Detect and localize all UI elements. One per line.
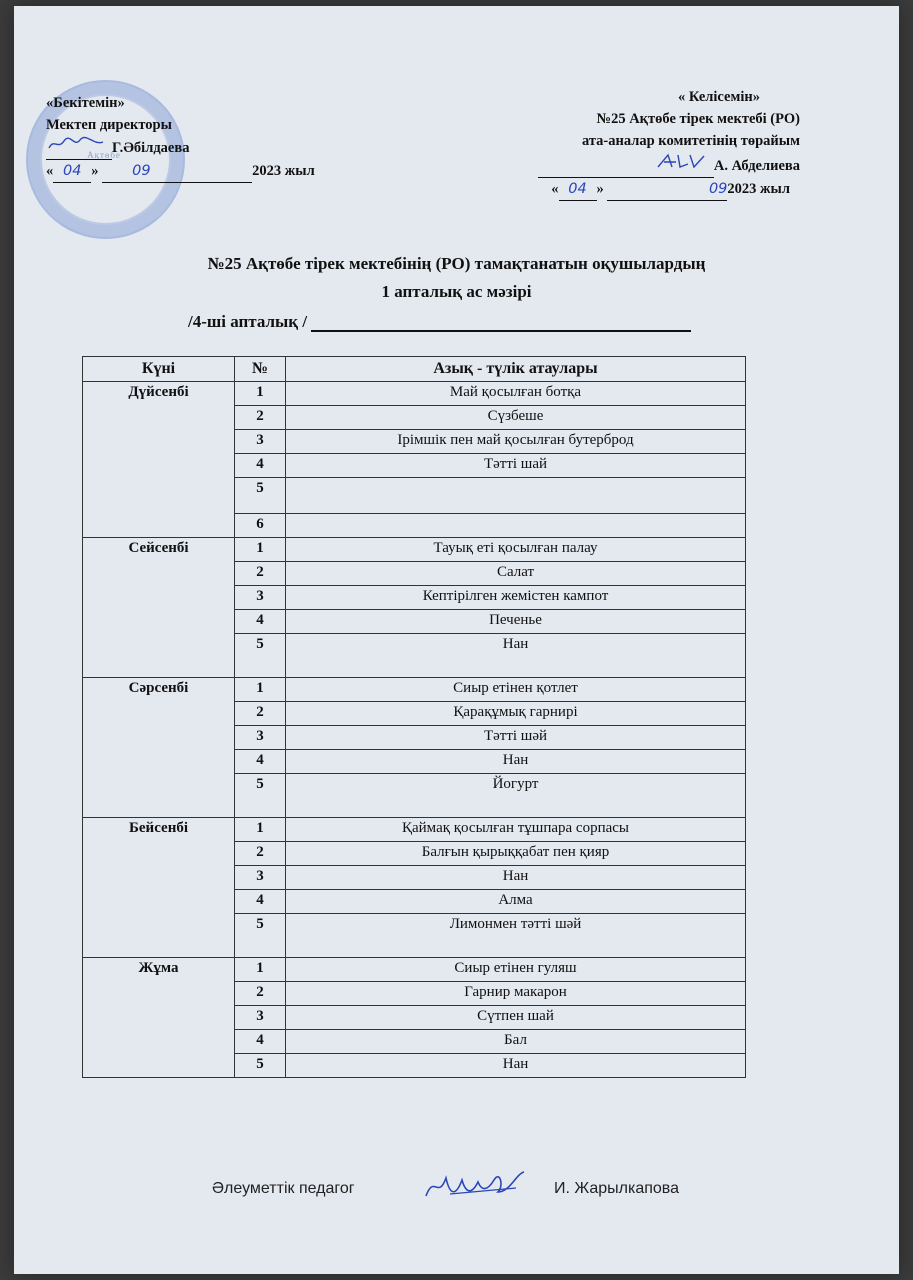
item-number-cell: 5 — [235, 634, 286, 678]
agreement-line2: ата-аналар комитетінің төрайым — [582, 133, 800, 149]
table-row — [83, 818, 746, 842]
document-title: №25 Ақтөбе тірек мектебінің (РО) тамақтанатын оқушылардың — [207, 254, 706, 273]
food-name-cell: Печенье — [286, 610, 746, 634]
food-name-cell: Қаймақ қосылған тұшпара сорпасы — [286, 818, 746, 842]
item-number-cell: 3 — [235, 866, 286, 890]
signature-blank — [538, 152, 714, 178]
food-name-cell: Нан — [286, 634, 746, 678]
item-number-cell: 2 — [235, 982, 286, 1006]
signature-icon — [654, 152, 714, 170]
item-number-cell: 1 — [235, 818, 286, 842]
approval-label: «Бекітемін» — [46, 95, 125, 111]
header-day: Күні — [83, 357, 235, 382]
food-name-cell: Тауық еті қосылған палау — [286, 538, 746, 562]
food-name-cell: Тәтті шәй — [286, 726, 746, 750]
food-name-cell: Йогурт — [286, 774, 746, 818]
item-number-cell: 4 — [235, 890, 286, 914]
item-number-cell: 2 — [235, 702, 286, 726]
footer-role: Әлеуметтік педагог — [212, 1180, 355, 1197]
approval-role: Мектеп директоры — [46, 117, 172, 133]
header-number: № — [235, 357, 286, 382]
item-number-cell: 2 — [235, 562, 286, 586]
footer-name: И. Жарылкапова — [554, 1180, 680, 1197]
food-name-cell: Нан — [286, 1054, 746, 1078]
food-name-cell: Сүтпен шай — [286, 1006, 746, 1030]
table-row — [83, 382, 746, 406]
table-row — [83, 958, 746, 982]
food-name-cell: Қарақұмық гарнирі — [286, 702, 746, 726]
agreement-block — [500, 86, 800, 201]
day-cell: Дүйсенбі — [83, 382, 235, 538]
menu-table — [82, 356, 746, 1078]
food-name-cell: Гарнир макарон — [286, 982, 746, 1006]
food-name-cell: Кептірілген жемістен кампот — [286, 586, 746, 610]
food-name-cell: Алма — [286, 890, 746, 914]
day-cell: Бейсенбі — [83, 818, 235, 958]
day-cell: Жұма — [83, 958, 235, 1078]
approval-date-month: 09 — [102, 160, 252, 183]
signature-blank — [46, 136, 112, 160]
food-name-cell: Балғын қырыққабат пен қияр — [286, 842, 746, 866]
item-number-cell: 4 — [235, 750, 286, 774]
approval-date: « 04 » 09 2023 жыл — [46, 160, 315, 183]
header-food: Азық - түлік атаулары — [286, 357, 746, 382]
food-name-cell: Тәтті шай — [286, 454, 746, 478]
menu-table-body — [83, 382, 746, 1078]
item-number-cell: 5 — [235, 478, 286, 514]
food-name-cell: Сиыр етінен гуляш — [286, 958, 746, 982]
food-name-cell: Лимонмен тәтті шәй — [286, 914, 746, 958]
approval-block — [46, 92, 315, 183]
day-cell: Сейсенбі — [83, 538, 235, 678]
item-number-cell: 2 — [235, 842, 286, 866]
item-number-cell: 1 — [235, 958, 286, 982]
food-name-cell: Сиыр етінен қотлет — [286, 678, 746, 702]
agreement-year: 2023 жыл — [727, 181, 790, 197]
food-name-cell: Ірімшік пен май қосылған бутерброд — [286, 430, 746, 454]
item-number-cell: 4 — [235, 610, 286, 634]
item-number-cell: 5 — [235, 774, 286, 818]
item-number-cell: 3 — [235, 726, 286, 750]
agreement-name: А. Абделиева — [713, 158, 800, 174]
item-number-cell: 1 — [235, 678, 286, 702]
week-blank-line — [311, 314, 691, 332]
signature-icon — [46, 136, 106, 152]
agreement-date-day: 04 — [559, 178, 597, 201]
week-label — [188, 312, 691, 332]
week-label-text: /4-ші апталық / — [188, 312, 308, 331]
table-row — [83, 678, 746, 702]
approval-date-day: 04 — [53, 160, 91, 183]
agreement-label: « Келісемін» — [678, 89, 760, 105]
document-subtitle: 1 апталық ас мәзірі — [381, 282, 532, 301]
day-cell: Сәрсенбі — [83, 678, 235, 818]
food-name-cell: Май қосылған ботқа — [286, 382, 746, 406]
food-name-cell — [286, 514, 746, 538]
food-name-cell: Сүзбеше — [286, 406, 746, 430]
food-name-cell — [286, 478, 746, 514]
item-number-cell: 1 — [235, 382, 286, 406]
agreement-date-month: 09 — [607, 178, 727, 201]
item-number-cell: 6 — [235, 514, 286, 538]
table-header-row — [83, 357, 746, 382]
item-number-cell: 3 — [235, 430, 286, 454]
food-name-cell: Нан — [286, 866, 746, 890]
item-number-cell: 5 — [235, 1054, 286, 1078]
footer-signature-icon — [420, 1166, 530, 1206]
approval-year: 2023 жыл — [252, 163, 315, 179]
approval-name: Г.Әбілдаева — [112, 140, 190, 156]
agreement-date: « 04 » 092023 жыл — [500, 178, 800, 201]
item-number-cell: 2 — [235, 406, 286, 430]
item-number-cell: 3 — [235, 1006, 286, 1030]
item-number-cell: 1 — [235, 538, 286, 562]
agreement-line1: №25 Ақтөбе тірек мектебі (РО) — [596, 111, 800, 127]
item-number-cell: 5 — [235, 914, 286, 958]
item-number-cell: 4 — [235, 1030, 286, 1054]
food-name-cell: Нан — [286, 750, 746, 774]
item-number-cell: 4 — [235, 454, 286, 478]
food-name-cell: Бал — [286, 1030, 746, 1054]
item-number-cell: 3 — [235, 586, 286, 610]
approval-signature-line — [46, 136, 315, 160]
food-name-cell: Салат — [286, 562, 746, 586]
agreement-signature-line — [500, 152, 800, 178]
seal-text: Ақтөбе — [87, 150, 121, 160]
table-row — [83, 538, 746, 562]
